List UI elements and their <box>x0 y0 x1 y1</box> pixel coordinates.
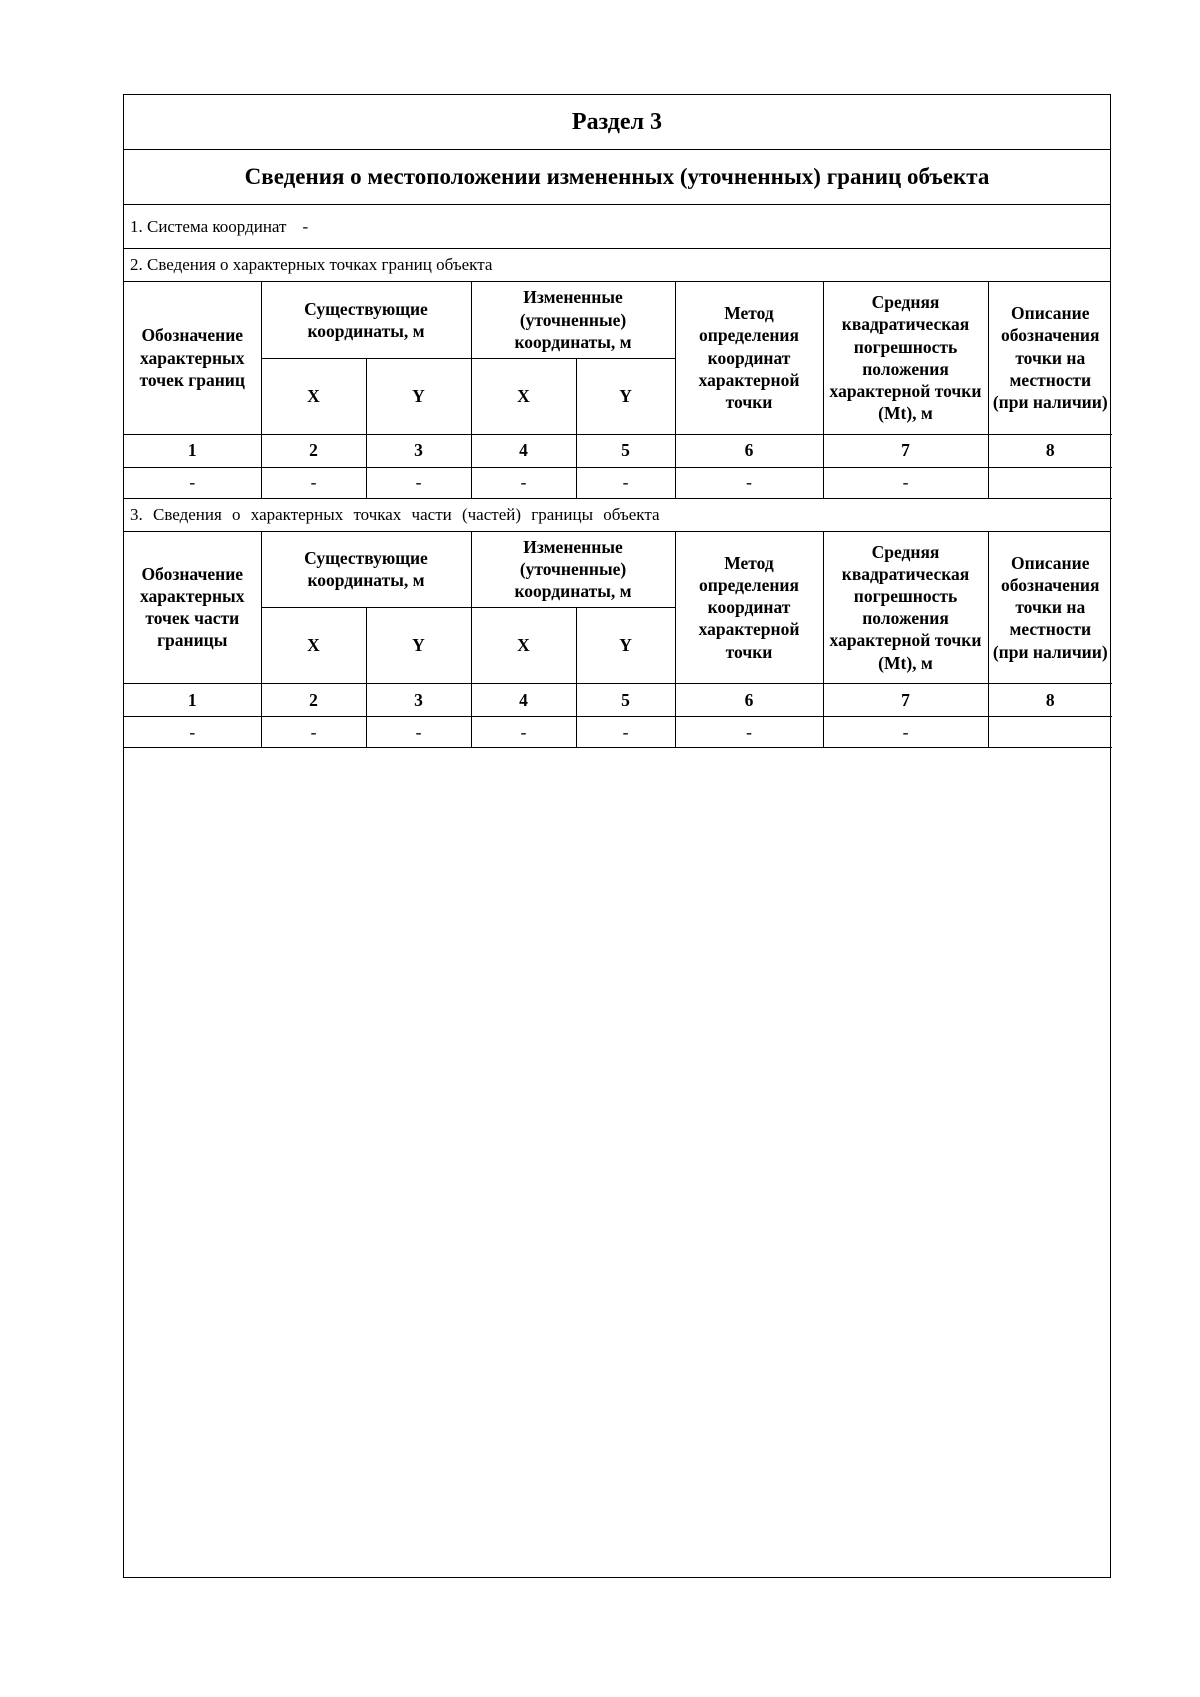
table-cell: - <box>823 467 988 498</box>
table-cell: - <box>823 717 988 748</box>
table-cell <box>988 717 1112 748</box>
col-changed: Измененные (уточненные) координаты, м <box>471 282 675 358</box>
table-cell: - <box>261 467 366 498</box>
column-number: 4 <box>471 434 576 467</box>
section2-title: 2. Сведения о характерных точках границ объекта <box>124 249 1110 282</box>
col-existing: Существующие координаты, м <box>261 532 471 608</box>
column-number: 8 <box>988 684 1112 717</box>
column-number: 1 <box>124 434 261 467</box>
table-cell: - <box>471 467 576 498</box>
column-number: 6 <box>675 434 823 467</box>
col-description: Описание обозначения точки на местности (при наличии) <box>988 282 1112 434</box>
col-existing: Существующие координаты, м <box>261 282 471 358</box>
table-cell: - <box>675 717 823 748</box>
column-number: 2 <box>261 434 366 467</box>
col-changed-y: Y <box>576 608 675 684</box>
document-subtitle: Сведения о местоположении измененных (уточненных) границ объекта <box>124 150 1110 205</box>
coord-system-row <box>124 205 1110 249</box>
column-number: 6 <box>675 684 823 717</box>
col-existing-x: X <box>261 608 366 684</box>
column-number: 3 <box>366 684 471 717</box>
col-existing-y: Y <box>366 608 471 684</box>
section-title: Раздел 3 <box>124 95 1110 150</box>
column-number: 7 <box>823 684 988 717</box>
col-designation: Обозначение характерных точек границ <box>124 282 261 434</box>
table-row <box>124 717 1112 748</box>
col-changed-x: X <box>471 608 576 684</box>
column-number: 4 <box>471 684 576 717</box>
table-cell: - <box>261 717 366 748</box>
column-number: 5 <box>576 434 675 467</box>
section3-table <box>124 532 1112 749</box>
table-cell: - <box>576 717 675 748</box>
coord-system-value: - <box>302 216 309 236</box>
col-description: Описание обозначения точки на местности (при наличии) <box>988 532 1112 684</box>
table-cell: - <box>675 467 823 498</box>
table-cell: - <box>471 717 576 748</box>
col-changed-x: X <box>471 358 576 434</box>
col-method: Метод определения координат характерной точки <box>675 532 823 684</box>
column-number: 5 <box>576 684 675 717</box>
column-number: 2 <box>261 684 366 717</box>
document-frame <box>123 94 1111 1578</box>
col-error: Средняя квадратическая погрешность положения характерной точки (Mt), м <box>823 282 988 434</box>
col-existing-y: Y <box>366 358 471 434</box>
table-cell: - <box>366 717 471 748</box>
table-cell: - <box>366 467 471 498</box>
col-method: Метод определения координат характерной точки <box>675 282 823 434</box>
column-number: 7 <box>823 434 988 467</box>
section2-table <box>124 282 1112 499</box>
column-number: 3 <box>366 434 471 467</box>
column-number: 1 <box>124 684 261 717</box>
col-error: Средняя квадратическая погрешность положения характерной точки (Mt), м <box>823 532 988 684</box>
column-number: 8 <box>988 434 1112 467</box>
col-changed-y: Y <box>576 358 675 434</box>
table-cell: - <box>576 467 675 498</box>
table-cell: - <box>124 467 261 498</box>
column-numbers-row <box>124 684 1112 717</box>
column-numbers-row <box>124 434 1112 467</box>
col-existing-x: X <box>261 358 366 434</box>
coord-system-label: 1. Система координат <box>130 216 287 236</box>
table-cell <box>988 467 1112 498</box>
table-row <box>124 467 1112 498</box>
table-cell: - <box>124 717 261 748</box>
col-changed: Измененные (уточненные) координаты, м <box>471 532 675 608</box>
section3-title: 3. Сведения о характерных точках части (частей) границы объекта <box>124 499 1110 532</box>
col-designation: Обозначение характерных точек части границы <box>124 532 261 684</box>
